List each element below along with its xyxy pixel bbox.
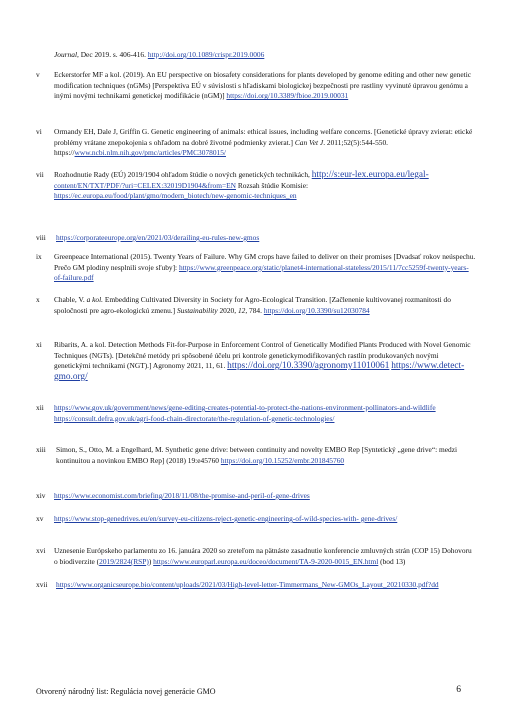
endnote-text-span: Simon, S., Otto, M. a Engelhard, M. Synthetic gene drive: between continuity and novelty EMBO Rep [Syntetický „gene drive“: medzi kontinuitou a novinkou EMBO Rep] (2018) 19:e45760 bbox=[56, 445, 458, 465]
endnote-text bbox=[54, 295, 476, 316]
endnote-number: xv bbox=[36, 514, 44, 523]
endnote-text-span: Uznesenie Európskeho parlamentu zo 16. januára 2020 so zreteľom na pätnáste zasadnutie konferencie zmluvných strán (COP 15) Dohovoru o biodiverzite ( bbox=[54, 546, 472, 566]
reference-link[interactable]: content/EN/TXT/PDF/?uri=CELEX:32019D1904&from=EN bbox=[54, 180, 236, 190]
endnote-text bbox=[54, 170, 476, 202]
reference-link[interactable]: www.ncbi.nlm.nih.gov/pmc/articles/PMC3078015/ bbox=[74, 148, 226, 158]
endnote-text-span: Sustainability bbox=[176, 305, 218, 315]
endnote-number: vii bbox=[36, 170, 44, 179]
endnote-number: xvii bbox=[36, 580, 48, 589]
reference-link[interactable]: https://www.europarl.europa.eu/doceo/document/TA-9-2020-0015_EN.html bbox=[153, 556, 379, 566]
endnote-item bbox=[36, 170, 476, 202]
endnote-text-span: ) bbox=[148, 556, 154, 566]
endnote-text-span: Chable, V. bbox=[54, 295, 87, 304]
reference-link[interactable]: http://s:eur-lex.europa.eu/legal- bbox=[311, 170, 429, 180]
endnote-item bbox=[36, 127, 476, 159]
endnote-text-span: Ribarits, A. a kol. Detection Methods Fit-for-Purpose in Enforcement Control of Genetically Modified Plants Produced with Novel Genomic Techniques (NGTs). [Detekčné metódy pri spôsobené účelu pri kontrole genetickymodifikovaných rastlín produkovaných novými genetickými technikami (NGT).] Agronomy 2021, 11, 61. bbox=[54, 340, 471, 371]
endnote-text bbox=[54, 70, 476, 102]
endnote-number: v bbox=[36, 70, 40, 79]
endnote-item bbox=[36, 340, 476, 382]
endnote-text-span: , 784. bbox=[245, 305, 264, 315]
endnote-item bbox=[36, 50, 476, 61]
endnote-number: vi bbox=[36, 127, 42, 136]
endnote-number: x bbox=[36, 295, 40, 304]
page-number: 6 bbox=[456, 685, 461, 695]
endnote-item bbox=[36, 403, 476, 424]
endnote-text-span: Rozhodnutie Rady (EÚ) 2019/1904 ohľadom štúdie o nových genetických technikách, bbox=[54, 170, 312, 179]
endnote-item bbox=[36, 514, 476, 525]
reference-link[interactable]: https://ec.europa.eu/food/plant/gmo/modern_biotech/new-genomic-techniques_en bbox=[54, 191, 297, 201]
endnote-text-span: , Dec 2019. s. 406-416. bbox=[77, 50, 148, 59]
endnote-text bbox=[54, 340, 476, 382]
endnote-text bbox=[54, 403, 476, 424]
reference-link[interactable]: https://doi.org/10.15252/embr.201845760 bbox=[220, 455, 345, 465]
endnote-text bbox=[56, 445, 476, 466]
endnote-number: xii bbox=[36, 403, 44, 412]
endnote-text-span: Can Vet J bbox=[294, 137, 324, 147]
reference-link[interactable]: https://doi.org/10.3390/su12030784 bbox=[263, 305, 370, 315]
footer-title: Otvorený národný list: Regulácia novej generácie GMO bbox=[36, 687, 216, 696]
endnote-text bbox=[56, 233, 476, 244]
endnote-text bbox=[54, 546, 476, 567]
endnote-item bbox=[36, 233, 476, 244]
endnote-text-span: (bod 13) bbox=[378, 556, 406, 566]
endnote-item bbox=[36, 295, 476, 316]
endnote-text bbox=[54, 491, 476, 502]
endnote-item bbox=[36, 252, 476, 284]
endnote-text-span: 2020, bbox=[217, 305, 238, 315]
reference-link[interactable]: 2019/2824(RSP) bbox=[99, 556, 149, 566]
endnote-text-span: Rozsah štúdie Komisie: bbox=[236, 180, 309, 190]
endnote-item bbox=[36, 580, 476, 591]
endnote-item bbox=[36, 445, 476, 466]
reference-link[interactable]: https://www.detect-gmo.org/ bbox=[54, 361, 465, 382]
reference-link[interactable]: https://consult.defra.gov.uk/agri-food-chain-directorate/the-regulation-of-genetic-technologies/ bbox=[54, 413, 335, 423]
endnote-text bbox=[54, 50, 476, 61]
endnote-item bbox=[36, 70, 476, 102]
endnote-text bbox=[54, 127, 476, 159]
endnote-number: xiii bbox=[36, 445, 46, 454]
endnote-text-span: Embedding Cultivated Diversity in Society for Agro-Ecological Transition. [Začlenenie kultivovanej rozmanitosti do spoločnosti pre agro-ekologickú zmenu.] bbox=[54, 295, 451, 315]
reference-link[interactable]: https://corporateeurope.org/en/2021/03/derailing-eu-rules-new-gmos bbox=[56, 233, 260, 242]
endnote-text-span: Greenpeace International (2015). Twenty Years of Failure. Why GM crops have failed to deliver on their promises [Dvadsať rokov neúspechu. Prečo GM plodiny nesplnili svoje sľuby]: bbox=[54, 252, 476, 272]
endnote-text bbox=[54, 252, 476, 284]
endnote-text bbox=[56, 580, 476, 591]
endnote-number: viii bbox=[36, 233, 46, 242]
reference-link[interactable]: https://www.gov.uk/government/news/gene-editing-creates-potential-to-protect-the-nations-environment-pollinators-and-wildlife bbox=[54, 403, 436, 412]
reference-link[interactable]: https://www.organicseurope.bio/content/uploads/2021/03/High-level-letter-Timmermans_New-GMOs_Layout_20210330.pdf?dd bbox=[56, 580, 439, 589]
reference-link[interactable]: https://www.economist.com/briefing/2018/11/08/the-promise-and-peril-of-gene-drives bbox=[54, 491, 310, 500]
endnote-number: xiv bbox=[36, 491, 46, 500]
reference-link[interactable]: https://www.stop-genedrives.eu/en/survey-eu-citizens-reject-genetic-engineering-of-wild-species-with- gene-drives/ bbox=[54, 514, 398, 523]
endnote-number: ix bbox=[36, 252, 42, 261]
endnote-number: xvi bbox=[36, 546, 46, 555]
endnote-text-span: Eckerstorfer MF a kol. (2019). An EU perspective on biosafety considerations for plants developed by genome editing and other new genetic modification techniques (nGMs) [Perspektíva EÚ v súvislosti s hľadiskami biologickej bezpečnosti pre rastliny vyvinuté úpravou genómu a inými novými technikami genetickej modifikácie (nGM)] bbox=[54, 70, 472, 101]
endnote-text-span: Ormandy EH, Dale J, Griffin G. Genetic engineering of animals: ethical issues, including welfare concerns. [Genetické úpravy zvierat: etické problémy vrátane znepokojenia s ohľadom na dobré životné podmienky zvierat.] bbox=[54, 127, 473, 147]
reference-link[interactable]: of-failure.pdf bbox=[54, 273, 94, 283]
endnote-item bbox=[36, 491, 476, 502]
endnote-text-span: Journal bbox=[54, 50, 77, 59]
reference-link[interactable]: http://doi.org/10.1089/crispr.2019.0006 bbox=[147, 50, 265, 59]
endnote-number: xi bbox=[36, 340, 42, 349]
endnote-text-span: 12 bbox=[237, 305, 246, 315]
reference-link[interactable]: https://doi.org/10.3389/fbioe.2019.00031 bbox=[226, 91, 349, 101]
reference-link[interactable]: https://www.greenpeace.org/static/planet4-international-stateless/2015/11/7cc5259f-twenty-years- bbox=[178, 262, 469, 272]
endnote-text-span: . 2011;52(5):544-550. https:// bbox=[54, 137, 389, 158]
reference-link[interactable]: https://doi.org/10.3390/agronomy11010061 bbox=[227, 361, 390, 372]
endnote-text bbox=[54, 514, 476, 525]
endnote-item bbox=[36, 546, 476, 567]
endnote-text-span: a kol. bbox=[86, 295, 103, 304]
